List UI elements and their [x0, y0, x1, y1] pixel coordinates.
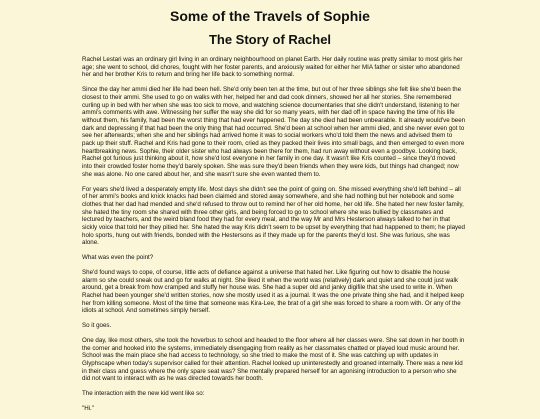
- story-title: The Story of Rachel: [208, 32, 332, 47]
- paragraph: So it goes.: [82, 322, 112, 330]
- site-title: Some of the Travels of Sophie: [170, 8, 370, 24]
- paragraph: Since the day her ammi died her life had been hell. She'd only been ten at the time, but out of her three siblings she felt like she'd been the closest to their ammi. She used to go on walks with her, helped her and dad cook dinners, showed her all her stories. She remembered curling up in bed with her when she was too sick to move, and watching science documentaries that she didn't understand, listening to her ammi's comments with awe. Witnessing her suffer the way she did for so many years, with her dad off in space having the time of his life without them, his family, had been the worst thing that had ever happened. The day she died had been unbearable. It already would've been dark and depressing if that had been the only thing that had occurred. She'd been at school when her ammi died, and she never even got to see her afterwards; when she and her siblings had arrived home it was to social workers who'd told them the news and advised them to pack up their stuff. Rachel and Kris had gone to their room, cried as they packed their lives into small bags, and then emerged to even more heartbreaking news. Sophie, their older sister who had always been there for them, had run away without even a goodbye. Looking back, Rachel got furious just thinking about it, how she'd lost everyone in her family in one day. It wasn't like Kris counted – since they'd moved into their crowded foster home they'd barely spoken. She was sure they'd been friends when they were kids, but things had changed; now she was alone. No one cared about her, and she wasn't sure she even wanted them to.: [82, 86, 466, 178]
- paragraph: She'd found ways to cope, of course, little acts of defiance against a universe that hated her. Like figuring out how to disable the house alarm so she could sneak out and go for walks at night. She liked it when the world was (relatively) dark and quiet and she could just walk around, get a break from how cramped and stuffy her house was. She had a super old and janky digifile that she used to write in. When Rachel had been younger she'd written stories, now she mostly used it as a journal. It was the one private thing she had, and it helped keep her from killing someone. Most of the time that someone was Kira-Lee, the brat of a girl she was forced to share a room with. Or any of the idiots at school. And sometimes simply herself.: [82, 268, 464, 315]
- paragraph: For years she'd lived a desperately empty life. Most days she didn't see the point of going on. She missed everything she'd left behind – all of her ammi's books and knick knacks had been claimed and stored away somewhere, and she had nothing but her notebook and some clothes that her dad had mended and she'd refused to throw out to remind her of her old home, her old life. She hated her new foster family, she hated the tiny room she shared with three other girls, and being forced to go to school where she was bullied by classmates and lectured by teachers, and the weird bland food they had for every meal, and the way Mr and Mrs Hesterson always talked to her in that sickly voice that told her they pitied her. She hated the way Kris didn't seem to be upset by everything that had happened to them; he played holo sports, hung out with friends, bonded with the Hestersons as if they made up for the parents they'd lost. She was furious, she was alone.: [82, 185, 465, 247]
- story-body: [82, 56, 466, 419]
- paragraph: The interaction with the new kid went like so:: [82, 390, 205, 398]
- paragraph: One day, like most others, she took the hoverbus to school and headed to the floor where all her classes were. She sat down in her booth in the corner and hooked into the systems, immediately disengaging from reality as her classmates chatted or played loud music around her. School was the main place she had access to technology, so she tried to make the most of it. She was catching up with updates in Glyphscape when today's supervisor called for their attention. Rachel looked up uninterestedly and groaned internally. There was a new kid in their class and guess where the only spare seat was? She mentally prepared herself for an agonising introduction to a person who she did not want to interact with as he was directed towards her booth.: [82, 336, 465, 383]
- paragraph: What was even the point?: [82, 254, 154, 262]
- paragraph: Rachel Lestari was an ordinary girl living in an ordinary neighbourhood on planet Earth. Her daily routine was pretty similar to most girls her age; she went to school, did chores, fought with her foster parents, and anxiously waited for either her MIA father or sister who abandoned her and her brother Kris to return and bring her life back to something normal.: [82, 56, 463, 79]
- paragraph: "Hi.": [82, 404, 94, 412]
